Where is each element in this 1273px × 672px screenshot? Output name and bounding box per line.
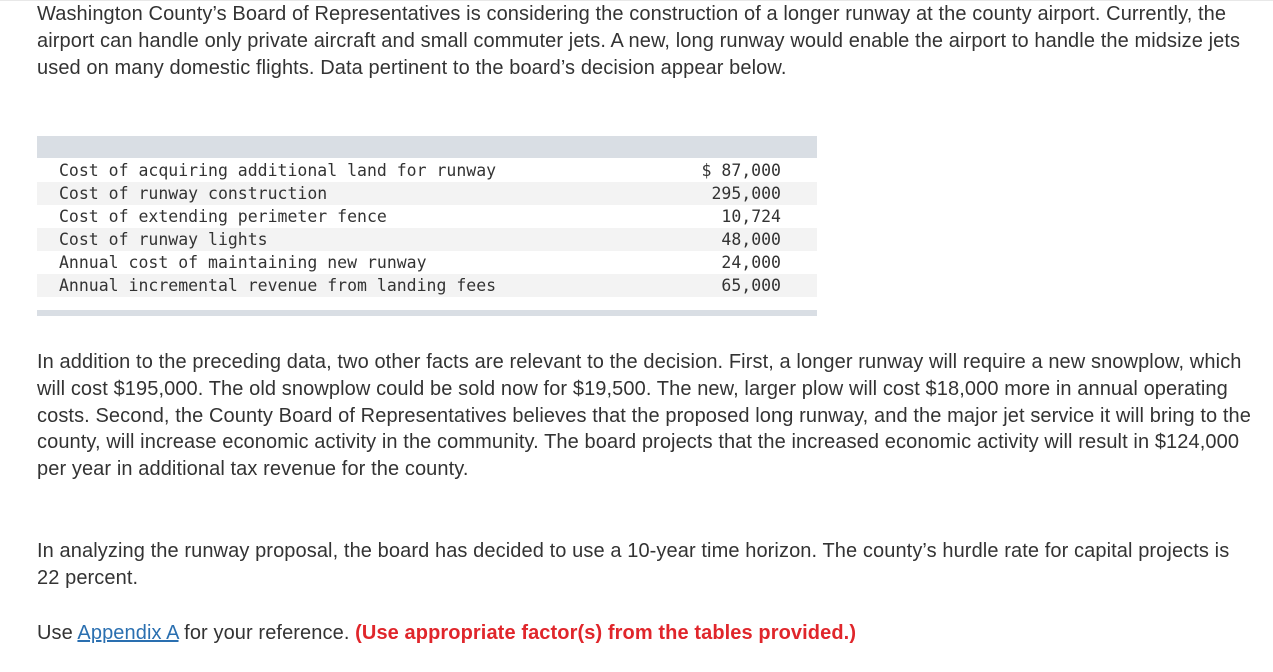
- instruction-text: (Use appropriate factor(s) from the tables provided.): [355, 622, 857, 644]
- table-row: [37, 205, 817, 228]
- table-row: [37, 228, 817, 251]
- row-label: Annual cost of maintaining new runway: [59, 253, 427, 272]
- row-value: 10,724: [721, 207, 781, 226]
- row-label: Cost of extending perimeter fence: [59, 207, 387, 226]
- reference-prefix: Use: [37, 622, 78, 644]
- row-value: $ 87,000: [701, 161, 781, 180]
- table-footer-band: [37, 310, 817, 316]
- intro-paragraph: Washington County’s Board of Representatives is considering the construction of a longer runway at the county airport. Currently, the airport can handle only private aircraft and small commuter jets. A new, long runway would enable the airport to handle the midsize jets used on many domestic flights. Data pertinent to the board’s decision appear below.: [37, 3, 1241, 79]
- cost-data-table: [37, 136, 817, 316]
- row-label: Annual incremental revenue from landing fees: [59, 276, 497, 295]
- row-label: Cost of acquiring additional land for runway: [59, 161, 497, 180]
- row-label: Cost of runway construction: [59, 184, 328, 203]
- row-value: 48,000: [721, 230, 781, 249]
- table-header-band: [37, 136, 817, 158]
- table-row: [37, 159, 817, 182]
- horizon-paragraph: In analyzing the runway proposal, the board has decided to use a 10-year time horizon. The county’s hurdle rate for capital projects is 22 percent.: [37, 540, 1230, 589]
- reference-paragraph: [37, 620, 1257, 647]
- row-value: 24,000: [721, 253, 781, 272]
- row-value: 65,000: [721, 276, 781, 295]
- table-body: [37, 158, 817, 297]
- table-row: [37, 274, 817, 297]
- table-row: [37, 182, 817, 205]
- row-value: 295,000: [711, 184, 781, 203]
- facts-paragraph: In addition to the preceding data, two other facts are relevant to the decision. First, a longer runway will require a new snowplow, which will cost $195,000. The old snowplow could be sold now for $19,500. The new, larger plow will cost $18,000 more in annual operating costs. Second, the County Board of Representatives believes that the proposed long runway, and the major jet service it will bring to the county, will increase economic activity in the community. The board projects that the increased economic activity will result in $124,000 per year in additional tax revenue for the county.: [37, 351, 1251, 481]
- appendix-a-link[interactable]: Appendix A: [77, 622, 179, 644]
- table-row: [37, 251, 817, 274]
- row-label: Cost of runway lights: [59, 230, 268, 249]
- reference-middle: for your reference.: [178, 622, 356, 644]
